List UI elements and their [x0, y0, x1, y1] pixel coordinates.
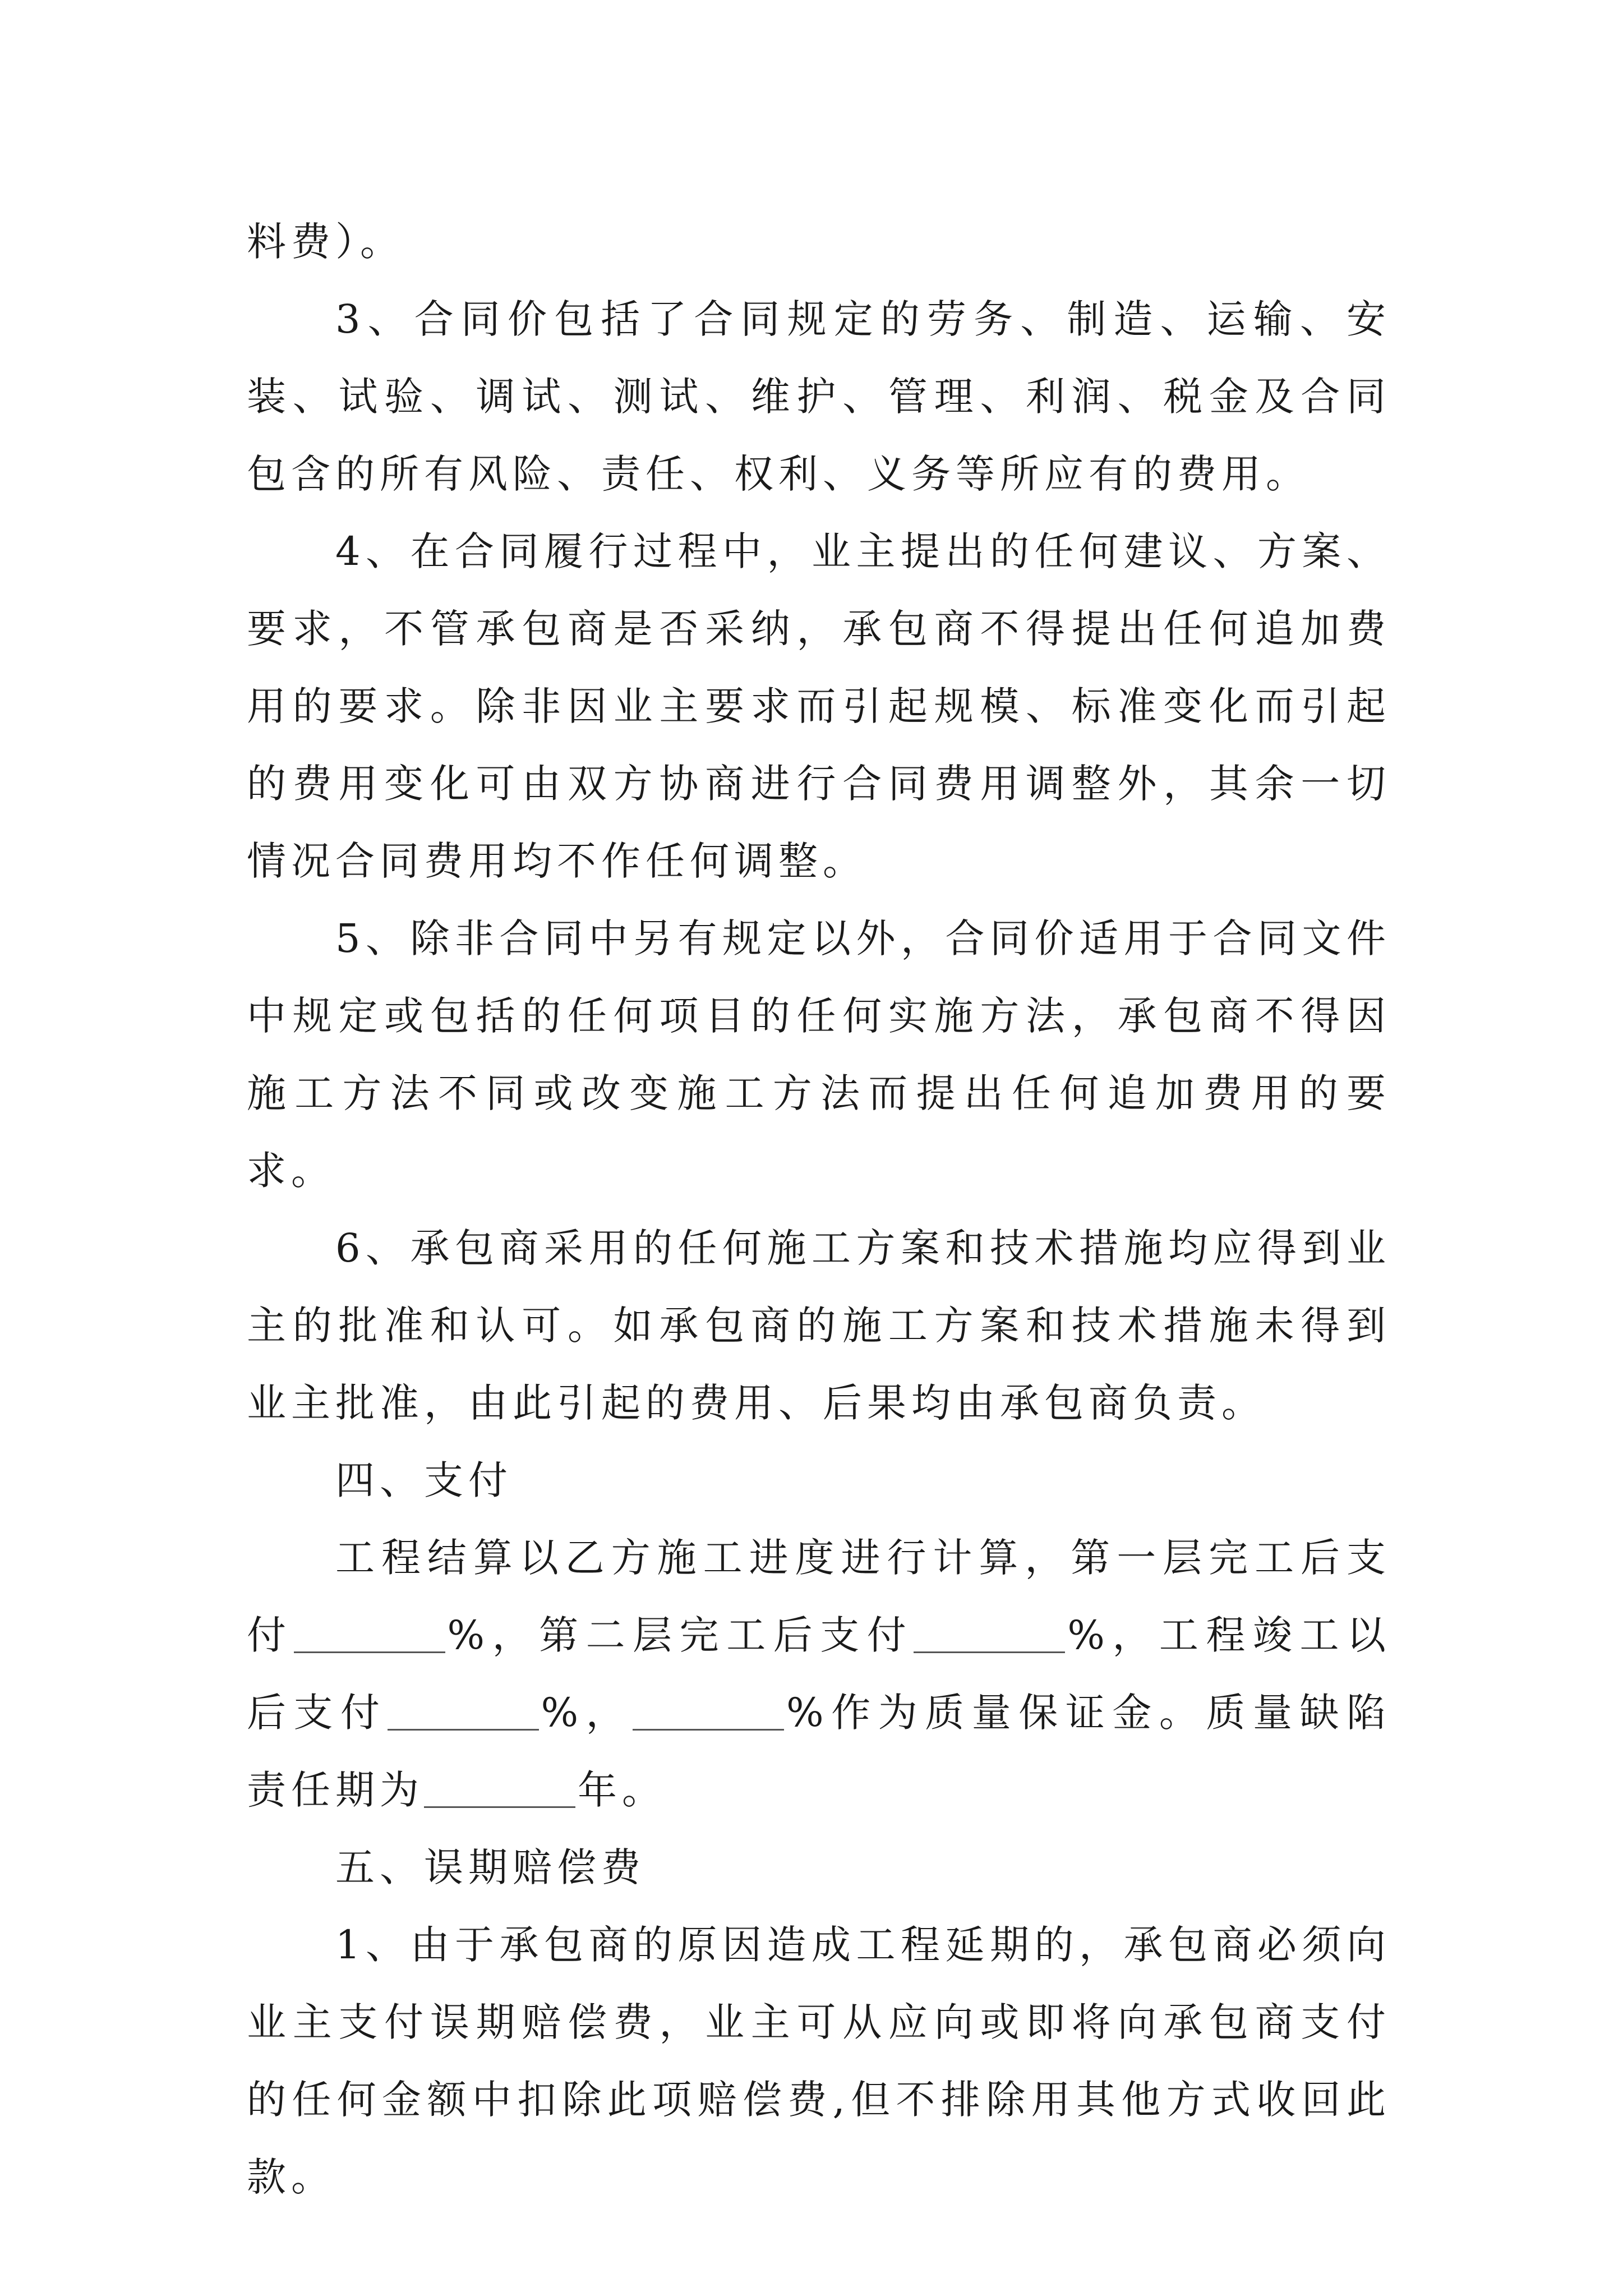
paragraph-delay-clause-1: 1、由于承包商的原因造成工程延期的，承包商必须向业主支付误期赔偿费，业主可从应向或即将向承包商支付的任何金额中扣除此项赔偿费,但不排除用其他方式收回此款。 — [247, 1922, 1391, 2200]
document-body — [247, 203, 1391, 2216]
payment-text-3: %，工程竣工以后支付 — [247, 1612, 1391, 1736]
paragraph-clause-4: 4、在合同履行过程中，业主提出的任何建议、方案、要求，不管承包商是否采纳，承包商不得提出任何追加费用的要求。除非因业主要求而引起规模、标准变化而引起的费用变化可由双方协商进行合同费用调整外，其余一切情况合同费用均不作任何调整。 — [247, 528, 1391, 884]
blank-field-1[interactable] — [294, 1612, 445, 1653]
payment-text-2: %，第二层完工后支付 — [447, 1612, 914, 1658]
blank-field-2[interactable] — [914, 1612, 1065, 1653]
paragraph-payment — [247, 1519, 1391, 1829]
payment-text-6: 年。 — [578, 1767, 666, 1813]
blank-field-4[interactable] — [633, 1690, 784, 1731]
blank-field-5[interactable] — [424, 1767, 575, 1808]
section-heading-delay-damages: 五、误期赔偿费 — [335, 1844, 645, 1890]
paragraph-continuation: 料费）。 — [247, 219, 404, 265]
section-heading-payment: 四、支付 — [335, 1457, 513, 1503]
paragraph-clause-3: 3、合同价包括了合同规定的劳务、制造、运输、安装、试验、调试、测试、维护、管理、利润、税金及合同包含的所有风险、责任、权利、义务等所应有的费用。 — [247, 296, 1391, 497]
paragraph-clause-6: 6、承包商采用的任何施工方案和技术措施均应得到业主的批准和认可。如承包商的施工方案和技术措施未得到业主批准，由此引起的费用、后果均由承包商负责。 — [247, 1225, 1391, 1426]
payment-text-1: 工程结算以乙方施工进度进行计算，第一层完工后支付 — [247, 1535, 1391, 1658]
payment-text-5: %作为质量保证金。质量缺陷责任期为 — [247, 1690, 1391, 1813]
paragraph-clause-5: 5、除非合同中另有规定以外，合同价适用于合同文件中规定或包括的任何项目的任何实施方法，承包商不得因施工方法不同或改变施工方法而提出任何追加费用的要求。 — [247, 915, 1391, 1194]
blank-field-3[interactable] — [388, 1690, 539, 1731]
payment-text-4: %， — [541, 1690, 633, 1736]
